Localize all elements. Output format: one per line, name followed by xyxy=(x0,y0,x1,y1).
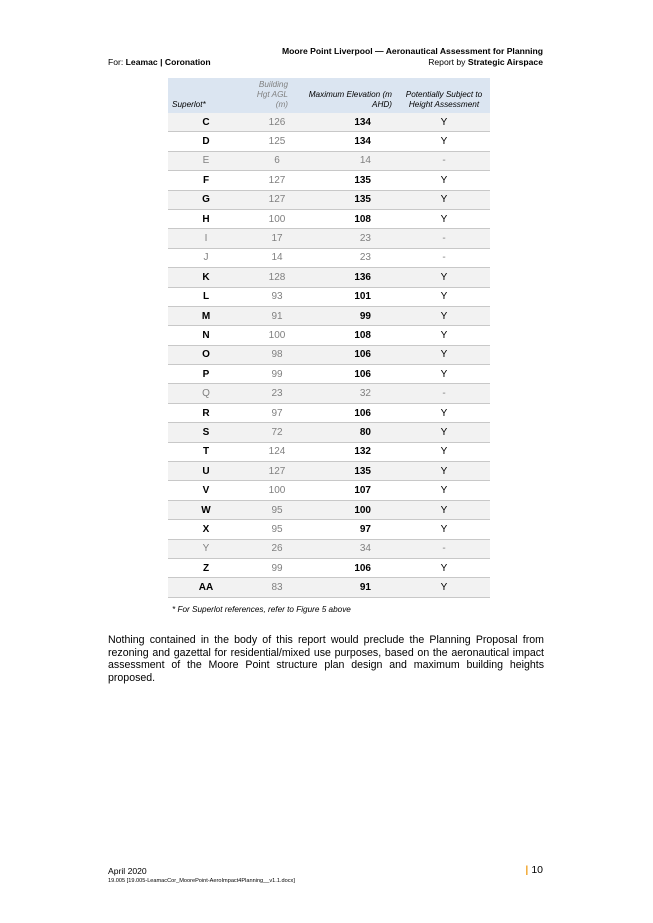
cell-superlot: G xyxy=(168,190,244,209)
cell-max-elevation: 23 xyxy=(304,248,398,267)
cell-height-assessment: Y xyxy=(398,578,490,597)
cell-height-assessment: Y xyxy=(398,365,490,384)
cell-building-height: 23 xyxy=(244,384,304,403)
cell-building-height: 93 xyxy=(244,287,304,306)
cell-height-assessment: Y xyxy=(398,558,490,577)
cell-building-height: 100 xyxy=(244,209,304,228)
table-row xyxy=(168,113,490,132)
cell-max-elevation: 106 xyxy=(304,558,398,577)
cell-building-height: 97 xyxy=(244,403,304,422)
header-report-by xyxy=(428,57,543,67)
cell-height-assessment: Y xyxy=(398,462,490,481)
cell-building-height: 127 xyxy=(244,462,304,481)
cell-max-elevation: 135 xyxy=(304,171,398,190)
table-row xyxy=(168,248,490,267)
header-title: Moore Point Liverpool — Aeronautical Assessment for Planning xyxy=(281,46,543,56)
cell-superlot: F xyxy=(168,171,244,190)
cell-building-height: 26 xyxy=(244,539,304,558)
cell-height-assessment: Y xyxy=(398,113,490,132)
cell-height-assessment: - xyxy=(398,229,490,248)
table-row xyxy=(168,306,490,325)
col-header-max-elevation: Maximum Elevation (m AHD) xyxy=(304,78,398,113)
cell-max-elevation: 108 xyxy=(304,326,398,345)
footer-date: April 2020 xyxy=(108,866,147,876)
cell-building-height: 91 xyxy=(244,306,304,325)
table-row xyxy=(168,500,490,519)
cell-max-elevation: 134 xyxy=(304,132,398,151)
cell-superlot: N xyxy=(168,326,244,345)
table-row xyxy=(168,268,490,287)
cell-max-elevation: 34 xyxy=(304,539,398,558)
cell-max-elevation: 23 xyxy=(304,229,398,248)
cell-superlot: W xyxy=(168,500,244,519)
table-row xyxy=(168,384,490,403)
cell-building-height: 95 xyxy=(244,520,304,539)
cell-max-elevation: 80 xyxy=(304,423,398,442)
table-row xyxy=(168,171,490,190)
table-row xyxy=(168,132,490,151)
table-row xyxy=(168,423,490,442)
cell-height-assessment: - xyxy=(398,539,490,558)
cell-superlot: J xyxy=(168,248,244,267)
table-row xyxy=(168,287,490,306)
cell-building-height: 14 xyxy=(244,248,304,267)
header-for-prefix: For: xyxy=(108,57,126,67)
cell-building-height: 83 xyxy=(244,578,304,597)
cell-building-height: 6 xyxy=(244,151,304,170)
table-row xyxy=(168,442,490,461)
cell-max-elevation: 106 xyxy=(304,345,398,364)
cell-height-assessment: Y xyxy=(398,326,490,345)
page-separator: | xyxy=(525,864,529,876)
cell-max-elevation: 135 xyxy=(304,462,398,481)
col-header-superlot: Superlot* xyxy=(168,78,244,113)
cell-building-height: 126 xyxy=(244,113,304,132)
cell-building-height: 127 xyxy=(244,190,304,209)
cell-max-elevation: 135 xyxy=(304,190,398,209)
cell-height-assessment: Y xyxy=(398,132,490,151)
table-row xyxy=(168,403,490,422)
cell-superlot: H xyxy=(168,209,244,228)
table-row xyxy=(168,345,490,364)
cell-superlot: L xyxy=(168,287,244,306)
cell-max-elevation: 132 xyxy=(304,442,398,461)
cell-building-height: 72 xyxy=(244,423,304,442)
cell-superlot: E xyxy=(168,151,244,170)
cell-max-elevation: 134 xyxy=(304,113,398,132)
cell-max-elevation: 91 xyxy=(304,578,398,597)
cell-height-assessment: Y xyxy=(398,520,490,539)
cell-height-assessment: Y xyxy=(398,171,490,190)
cell-superlot: C xyxy=(168,113,244,132)
cell-height-assessment: - xyxy=(398,248,490,267)
header-report-prefix: Report by xyxy=(428,57,468,67)
cell-building-height: 95 xyxy=(244,500,304,519)
cell-building-height: 99 xyxy=(244,558,304,577)
cell-height-assessment: Y xyxy=(398,403,490,422)
footer-page-number xyxy=(525,864,543,876)
table-row xyxy=(168,481,490,500)
cell-building-height: 125 xyxy=(244,132,304,151)
table-row xyxy=(168,520,490,539)
table-row xyxy=(168,462,490,481)
col-header-building-height: Building Hgt AGL (m) xyxy=(244,78,304,113)
cell-height-assessment: - xyxy=(398,151,490,170)
cell-height-assessment: Y xyxy=(398,287,490,306)
cell-superlot: I xyxy=(168,229,244,248)
cell-superlot: P xyxy=(168,365,244,384)
cell-max-elevation: 100 xyxy=(304,500,398,519)
cell-height-assessment: Y xyxy=(398,345,490,364)
cell-superlot: S xyxy=(168,423,244,442)
cell-max-elevation: 106 xyxy=(304,365,398,384)
cell-superlot: Q xyxy=(168,384,244,403)
cell-max-elevation: 14 xyxy=(304,151,398,170)
table-row xyxy=(168,539,490,558)
superlot-table xyxy=(168,78,490,598)
cell-superlot: Y xyxy=(168,539,244,558)
col-header-height-assessment: Potentially Subject to Height Assessment xyxy=(398,78,490,113)
cell-superlot: Z xyxy=(168,558,244,577)
cell-superlot: T xyxy=(168,442,244,461)
table-row xyxy=(168,578,490,597)
cell-height-assessment: Y xyxy=(398,481,490,500)
cell-building-height: 128 xyxy=(244,268,304,287)
table-row xyxy=(168,326,490,345)
cell-height-assessment: Y xyxy=(398,500,490,519)
cell-superlot: R xyxy=(168,403,244,422)
cell-building-height: 127 xyxy=(244,171,304,190)
cell-building-height: 99 xyxy=(244,365,304,384)
header-client-name: Leamac | Coronation xyxy=(125,57,211,67)
cell-height-assessment: Y xyxy=(398,190,490,209)
cell-superlot: AA xyxy=(168,578,244,597)
table-header-row xyxy=(168,78,490,113)
cell-superlot: O xyxy=(168,345,244,364)
cell-max-elevation: 107 xyxy=(304,481,398,500)
cell-building-height: 17 xyxy=(244,229,304,248)
cell-building-height: 100 xyxy=(244,326,304,345)
cell-building-height: 124 xyxy=(244,442,304,461)
cell-building-height: 98 xyxy=(244,345,304,364)
header-report-author: Strategic Airspace xyxy=(467,57,543,67)
cell-height-assessment: Y xyxy=(398,268,490,287)
cell-max-elevation: 136 xyxy=(304,268,398,287)
table-footnote: * For Superlot references, refer to Figure 5 above xyxy=(172,605,351,614)
table-row xyxy=(168,558,490,577)
cell-height-assessment: Y xyxy=(398,306,490,325)
page-number: 10 xyxy=(531,864,543,876)
table-row xyxy=(168,365,490,384)
cell-superlot: M xyxy=(168,306,244,325)
footer-filename: 19.005 [19.005-LeamacCor_MoorePoint-AeroImpact4Planning__v1.1.docx] xyxy=(108,878,295,884)
cell-max-elevation: 32 xyxy=(304,384,398,403)
cell-height-assessment: Y xyxy=(398,423,490,442)
cell-superlot: V xyxy=(168,481,244,500)
cell-height-assessment: Y xyxy=(398,442,490,461)
cell-max-elevation: 101 xyxy=(304,287,398,306)
table-row xyxy=(168,229,490,248)
cell-superlot: U xyxy=(168,462,244,481)
cell-height-assessment: - xyxy=(398,384,490,403)
cell-max-elevation: 106 xyxy=(304,403,398,422)
cell-building-height: 100 xyxy=(244,481,304,500)
cell-superlot: X xyxy=(168,520,244,539)
header-client xyxy=(108,57,211,67)
table-row xyxy=(168,151,490,170)
cell-max-elevation: 108 xyxy=(304,209,398,228)
cell-superlot: K xyxy=(168,268,244,287)
cell-max-elevation: 97 xyxy=(304,520,398,539)
cell-superlot: D xyxy=(168,132,244,151)
cell-max-elevation: 99 xyxy=(304,306,398,325)
table-row xyxy=(168,209,490,228)
body-paragraph: Nothing contained in the body of this report would preclude the Planning Proposal from rezoning and gazettal for residential/mixed use purposes, based on the aeronautical impact assessment of the Moore Point structure plan design and maximum building heights proposed. xyxy=(108,634,544,684)
table-body xyxy=(168,113,490,597)
cell-height-assessment: Y xyxy=(398,209,490,228)
table-row xyxy=(168,190,490,209)
